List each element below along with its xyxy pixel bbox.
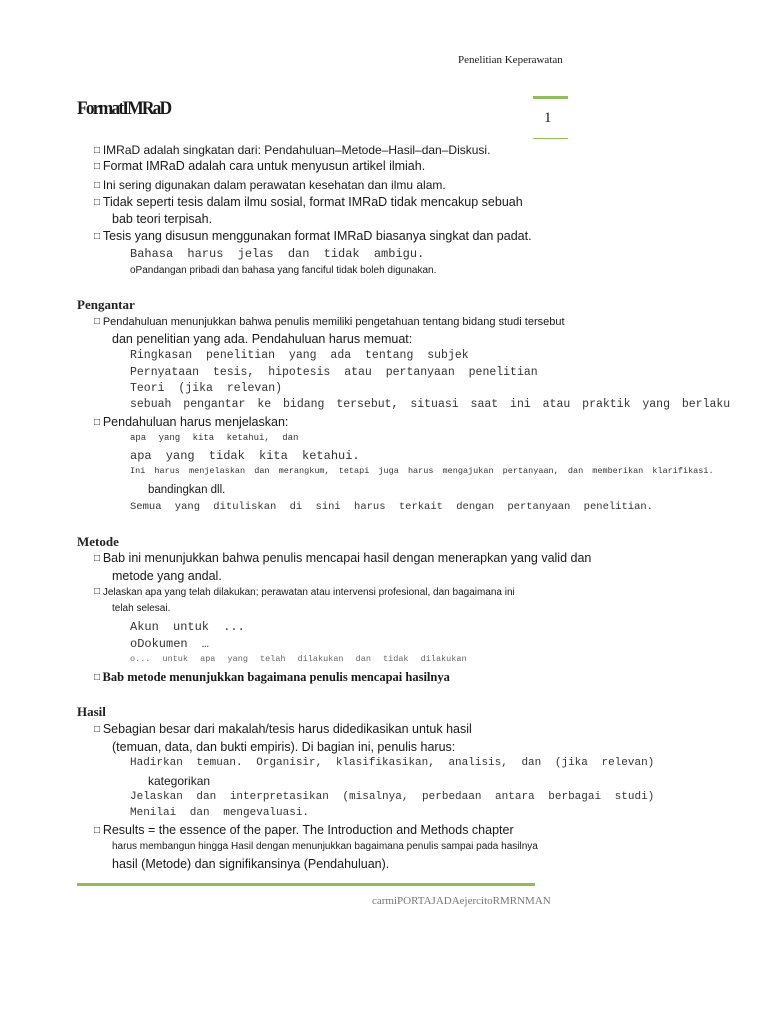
- metode-bullet-1-cont: metode yang andal.: [112, 569, 222, 583]
- pengantar-sub-3: Teori (jika relevan): [130, 382, 283, 395]
- intro-bullet-5: □ Tesis yang disusun menggunakan format IMRaD biasanya singkat dan padat.: [94, 229, 532, 243]
- metode-bullet-3: □ Bab metode menunjukkan bagaimana penulis mencapai hasilnya: [94, 670, 450, 685]
- hasil-bullet-1: □ Sebagian besar dari makalah/tesis harus didedikasikan untuk hasil: [94, 722, 472, 736]
- hasil-bullet-2-cont-2: hasil (Metode) dan signifikansinya (Pendahuluan).: [112, 857, 390, 871]
- page-number: 1: [544, 110, 552, 126]
- pengantar-sub-2: Pernyataan tesis, hipotesis atau pertanyaan penelitian: [130, 366, 538, 379]
- pengantar-sub-4: sebuah pengantar ke bidang tersebut, situasi saat ini atau praktik yang berlaku: [130, 398, 731, 411]
- pengantar-bullet-1-cont: dan penelitian yang ada. Pendahuluan harus memuat:: [112, 332, 413, 346]
- heading-metode: Metode: [77, 534, 119, 549]
- pengantar-bullet-1: □ Pendahuluan menunjukkan bahwa penulis memiliki pengetahuan tentang bidang studi tersebut: [94, 316, 565, 328]
- pengantar-sub-7: Ini harus menjelaskan dan merangkum, tetapi juga harus mengajukan pertanyaan, dan memberikan klarifikasi.: [130, 466, 714, 476]
- intro-bullet-2: □ Format IMRaD adalah cara untuk menyusun artikel ilmiah.: [94, 159, 425, 173]
- document-title: FormatIMRaD: [77, 98, 171, 119]
- running-header: Penelitian Keperawatan: [458, 54, 563, 66]
- metode-sub-3: o... untuk apa yang telah dilakukan dan tidak dilakukan: [130, 654, 467, 664]
- intro-bullet-4-cont: bab teori terpisah.: [112, 212, 213, 226]
- intro-sub-1: Bahasa harus jelas dan tidak ambigu.: [130, 247, 425, 261]
- hasil-sub-3: Menilai dan mengevaluasi.: [130, 807, 310, 819]
- hasil-bullet-2-cont-1: harus membangun hingga Hasil dengan menunjukkan bagaimana penulis sampai pada hasilnya: [112, 841, 538, 852]
- intro-bullet-1: □ IMRaD adalah singkatan dari: Pendahuluan–Metode–Hasil–dan–Diskusi.: [94, 143, 490, 157]
- metode-sub-1: Akun untuk ...: [130, 620, 245, 634]
- hasil-sub-1: Hadirkan temuan. Organisir, klasifikasikan, analisis, dan (jika relevan): [130, 757, 655, 769]
- page-number-rule-bottom: [533, 138, 568, 139]
- pengantar-sub-8: Semua yang dituliskan di sini harus terkait dengan pertanyaan penelitian.: [130, 501, 653, 513]
- footer-text: carmiPORTAJADAejercitoRMRNMAN: [372, 895, 551, 907]
- heading-hasil: Hasil: [77, 704, 106, 719]
- page-number-rule-top: [533, 96, 568, 99]
- metode-bullet-2-cont: telah selesai.: [112, 603, 171, 614]
- intro-sub-2: oPandangan pribadi dan bahasa yang fanciful tidak boleh digunakan.: [130, 265, 437, 276]
- hasil-sub-2: Jelaskan dan interpretasikan (misalnya, perbedaan antara berbagai studi): [130, 791, 655, 803]
- metode-bullet-1: □ Bab ini menunjukkan bahwa penulis mencapai hasil dengan menerapkan yang valid dan: [94, 551, 591, 565]
- hasil-sub-1-cont: kategorikan: [148, 774, 211, 788]
- hasil-bullet-1-cont: (temuan, data, dan bukti empiris). Di bagian ini, penulis harus:: [112, 740, 456, 754]
- footer-rule: [77, 883, 535, 886]
- pengantar-sub-6: apa yang tidak kita ketahui.: [130, 449, 360, 463]
- intro-bullet-3: □ Ini sering digunakan dalam perawatan kesehatan dan ilmu alam.: [94, 178, 446, 192]
- hasil-bullet-2: □ Results = the essence of the paper. The Introduction and Methods chapter: [94, 823, 514, 837]
- pengantar-sub-5: apa yang kita ketahui, dan: [130, 433, 299, 443]
- metode-bullet-2: □ Jelaskan apa yang telah dilakukan; perawatan atau intervensi profesional, dan bagaimana ini: [94, 587, 515, 598]
- metode-sub-2: oDokumen …: [130, 637, 210, 651]
- intro-bullet-4: □ Tidak seperti tesis dalam ilmu sosial, format IMRaD tidak mencakup sebuah: [94, 195, 523, 209]
- pengantar-sub-7-cont: bandingkan dll.: [148, 484, 226, 496]
- pengantar-bullet-2: □ Pendahuluan harus menjelaskan:: [94, 415, 288, 429]
- pengantar-sub-1: Ringkasan penelitian yang ada tentang subjek: [130, 349, 469, 362]
- heading-pengantar: Pengantar: [77, 297, 135, 312]
